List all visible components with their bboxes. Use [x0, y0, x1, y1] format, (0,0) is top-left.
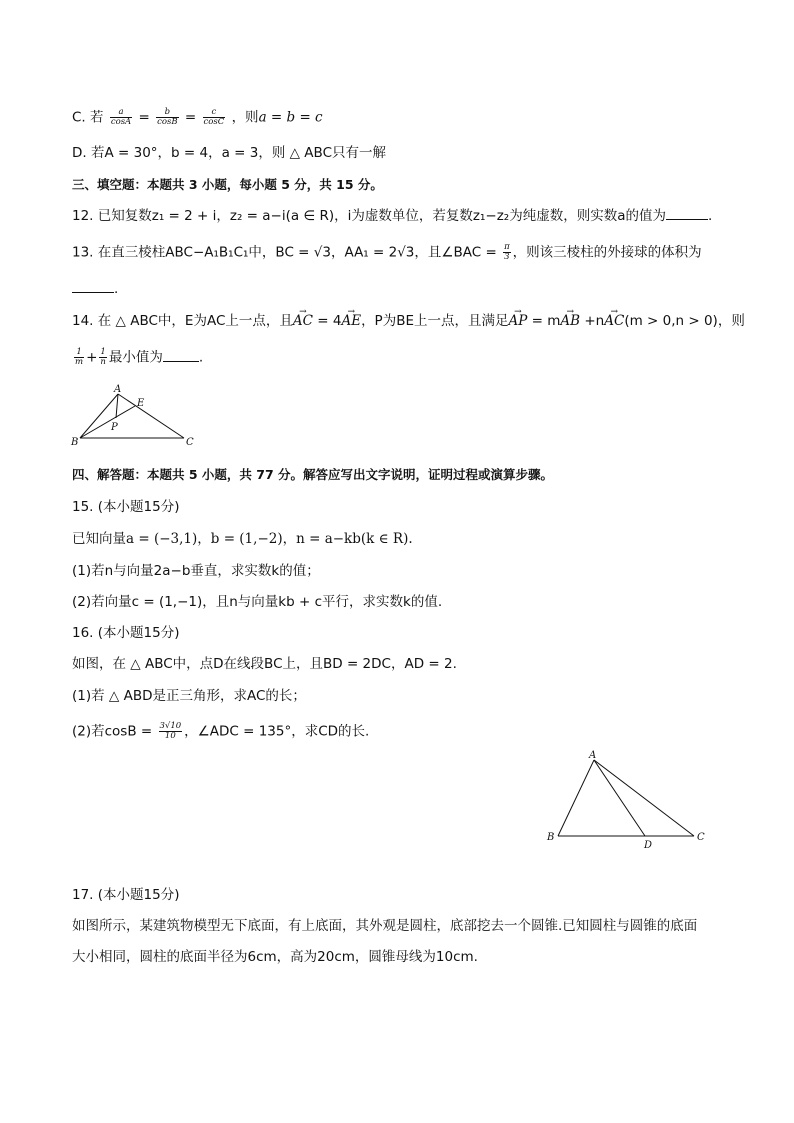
section-3-heading: 三、填空题：本题共 3 小题，每小题 5 分，共 15 分。: [72, 177, 383, 192]
edge-AB: [558, 760, 594, 836]
question-14: 14. 在 △ ABC中，E为AC上一点，且→ AC = 4→ AE，P为BE上一点，且满足→ AP = m→ AB +n→ AC(m > 0,n > 0)，则: [72, 312, 745, 330]
option-c: C. 若 $\frac{a}{\cos A}$ = $\frac{b}{\cos B}$ = $\frac{c}{\cos C}$ ，则a = b = c: [72, 107, 323, 127]
fraction-a-cosA: $\frac{a}{\cos A}$: [110, 107, 132, 127]
fraction-1-m: $\frac{1}{m}$: [75, 347, 84, 367]
question-16-part-1: (1)若 △ ABD是正三角形，求AC的长；: [72, 688, 306, 704]
triangle-figure-q14: [66, 382, 206, 448]
question-17-line-2: 大小相同，圆柱的底面半径为6cm，高为20cm，圆锥母线为10cm.: [72, 949, 478, 965]
question-16-header: 16. (本小题15分): [72, 625, 180, 641]
question-14-cont: $\frac{1}{m}$ + $\frac{1}{n}$ 最小值为 .: [75, 347, 204, 367]
label-E: E: [137, 398, 145, 409]
fraction-pi-3: $\frac{\pi}{3}$: [504, 242, 510, 262]
label-A: A: [589, 750, 597, 761]
question-17-line-1: 如图所示，某建筑物模型无下底面，有上底面，其外观是圆柱，底部挖去一个圆锥.已知圆柱与圆锥的底面: [72, 918, 698, 934]
edge-AC: [118, 394, 184, 438]
question-13-blank: .: [72, 280, 118, 298]
question-16-stem: 如图，在 △ ABC中，点D在线段BC上，且BD = 2DC，AD = 2.: [72, 656, 457, 672]
question-15-stem: 已知向量a = (−3,1)，b = (1,−2)，n = a−kb(k ∈ R).: [72, 531, 413, 547]
answer-blank: [666, 207, 708, 220]
question-12: 12. 已知复数z₁ = 2 + i，z₂ = a−i(a ∈ R)，i为虚数单位，若复数z₁−z₂为纯虚数，则实数a的值为 .: [72, 208, 713, 224]
segment-AP: [116, 394, 118, 418]
segment-AD: [594, 760, 645, 836]
question-15-part-2: (2)若向量c = (1,−1)，且n与向量kb + c平行，求实数k的值.: [72, 594, 443, 610]
question-13: 13. 在直三棱柱ABC−A₁B₁C₁中，BC = √3，AA₁ = 2√3，且∠BAC = $\frac{\pi}{3}$ ，则该三棱柱的外接球的体积为: [72, 242, 702, 262]
section-4-heading: 四、解答题：本题共 5 小题，共 77 分。解答应写出文字说明，证明过程或演算步骤。: [72, 467, 554, 482]
triangle-figure-q16: [540, 746, 720, 852]
edge-AC: [594, 760, 694, 836]
fraction-c-cosC: $\frac{c}{\cos C}$: [203, 107, 225, 127]
question-15-header: 15. (本小题15分): [72, 499, 180, 515]
label-A: A: [114, 384, 122, 395]
question-15-part-1: (1)若n与向量2a−b垂直，求实数k的值；: [72, 563, 320, 579]
segment-BE: [80, 406, 135, 438]
label-B: B: [547, 832, 555, 843]
question-17-header: 17. (本小题15分): [72, 887, 180, 903]
label-D: D: [644, 840, 653, 851]
answer-blank: [163, 349, 199, 362]
label-B: B: [71, 437, 79, 448]
fraction-3root10-10: $\frac{3√10}{10}$: [159, 721, 182, 741]
label-C: C: [697, 832, 705, 843]
option-d: D. 若A = 30°，b = 4，a = 3，则 △ ABC只有一解: [72, 145, 386, 161]
question-16-part-2: (2)若cosB = $\frac{3√10}{10}$ ，∠ADC = 135°，求CD的长.: [72, 721, 370, 741]
answer-blank: [72, 280, 114, 293]
fraction-1-n: $\frac{1}{n}$: [100, 347, 106, 367]
label-C: C: [186, 437, 194, 448]
label-P: P: [111, 422, 118, 433]
fraction-b-cosB: $\frac{b}{\cos B}$: [157, 107, 178, 127]
